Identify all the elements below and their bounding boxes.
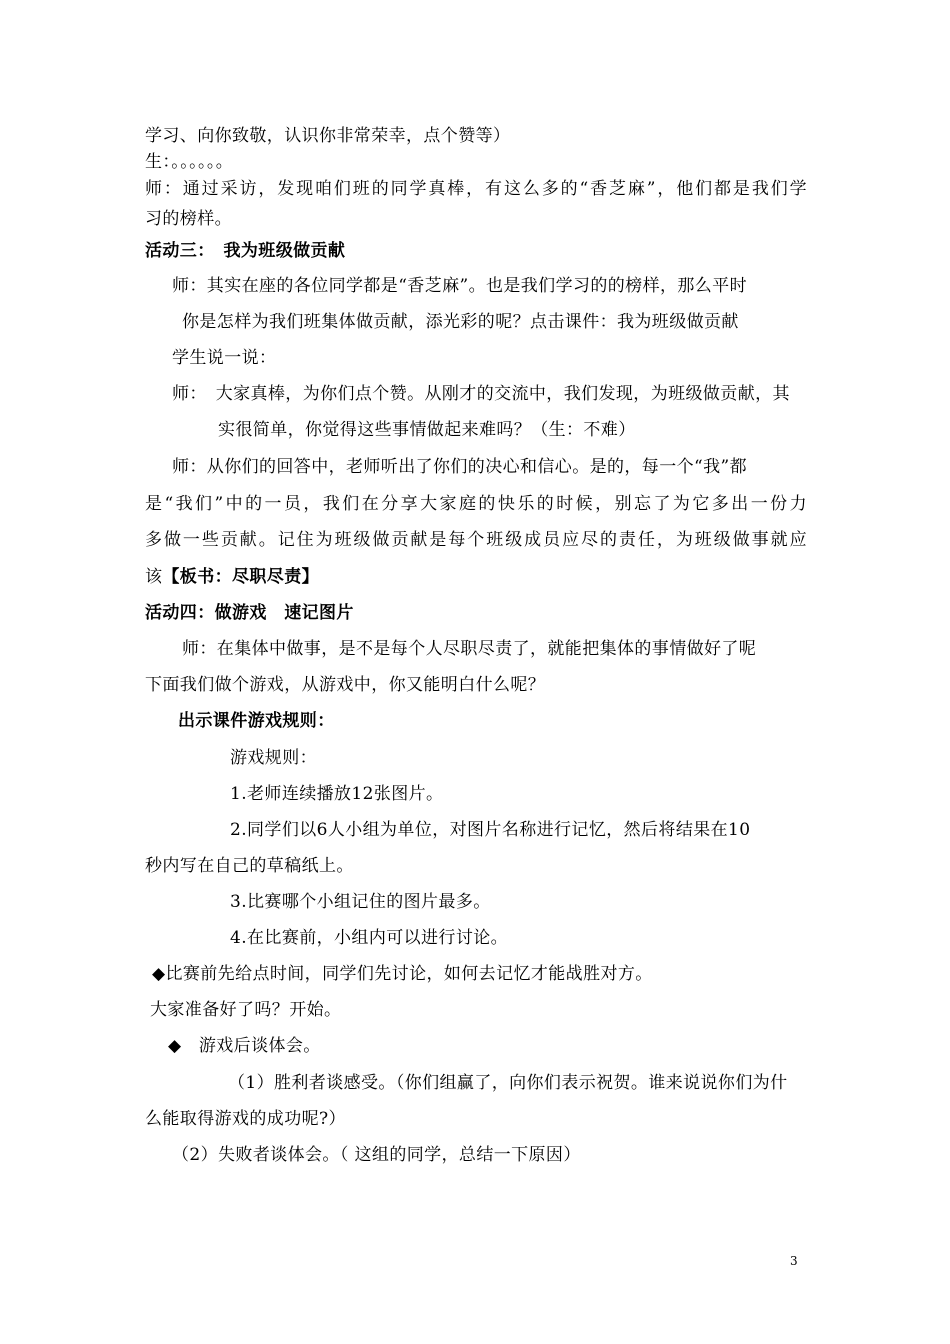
text-line: 么能取得游戏的成功呢?） [145, 1109, 346, 1129]
rule-item: 3.比赛哪个小组记住的图片最多。 [230, 892, 491, 912]
text-line: 师：其实在座的各位同学都是“香芝麻”。也是我们学习的的榜样，那么平时 [172, 276, 747, 296]
rule-item: 2.同学们以6人小组为单位，对图片名称进行记忆，然后将结果在10 [230, 820, 751, 840]
page-number: 3 [790, 1254, 798, 1268]
text-line: 师： 大家真棒，为你们点个赞。从刚才的交流中，我们发现，为班级做贡献，其 [172, 384, 790, 404]
text-line: 大家准备好了吗？开始。 [150, 1000, 342, 1020]
text-fragment: 该 [145, 567, 163, 587]
bullet-line: ◆比赛前先给点时间，同学们先讨论，如何去记忆才能战胜对方。 [152, 964, 653, 984]
rules-title: 游戏规则： [230, 748, 317, 768]
text-line [145, 565, 319, 589]
rule-item: 4.在比赛前，小组内可以进行讨论。 [230, 928, 509, 948]
board-note: 【板书：尽职尽责】 [162, 567, 320, 587]
text-line: 你是怎样为我们班集体做贡献，添光彩的呢？点击课件：我为班级做贡献 [182, 312, 739, 332]
rule-item-continued: 秒内写在自己的草稿纸上。 [145, 856, 354, 876]
text-line: 师：在集体中做事，是不是每个人尽职尽责了，就能把集体的事情做好了呢 [182, 639, 757, 659]
text-line: 习的榜样。 [145, 209, 232, 229]
text-line: 师：通过采访，发现咱们班的同学真棒，有这么多的“香芝麻”，他们都是我们学 [145, 179, 807, 199]
rule-item: 1.老师连续播放12张图片。 [230, 784, 444, 804]
text-line: 实很简单，你觉得这些事情做起来难吗？（生：不难） [218, 420, 636, 440]
text-line: 学生说一说： [172, 348, 277, 368]
text-line: 下面我们做个游戏，从游戏中，你又能明白什么呢？ [145, 675, 546, 695]
bullet-line: ◆ 游戏后谈体会。 [168, 1036, 321, 1056]
text-line: 多做一些贡献。记住为班级做贡献是每个班级成员应尽的责任，为班级做事就应 [145, 530, 807, 550]
section-heading: 活动四：做游戏 速记图片 [145, 603, 354, 623]
text-line: （2）失败者谈体会。（ 这组的同学，总结一下原因） [172, 1145, 581, 1165]
text-line: 是“我们”中的一员，我们在分享大家庭的快乐的时候，别忘了为它多出一份力 [145, 494, 807, 514]
text-line: 生：。。。。。。 [145, 152, 234, 172]
text-line: 学习、向你致敬，认识你非常荣幸，点个赞等） [145, 126, 511, 146]
text-line: 师：从你们的回答中，老师听出了你们的决心和信心。是的，每一个“我”都 [172, 457, 747, 477]
section-heading: 活动三： 我为班级做贡献 [145, 241, 346, 261]
subheading: 出示课件游戏规则： [178, 711, 335, 731]
text-line: （1）胜利者谈感受。（你们组赢了，向你们表示祝贺。谁来说说你们为什 [228, 1073, 788, 1093]
